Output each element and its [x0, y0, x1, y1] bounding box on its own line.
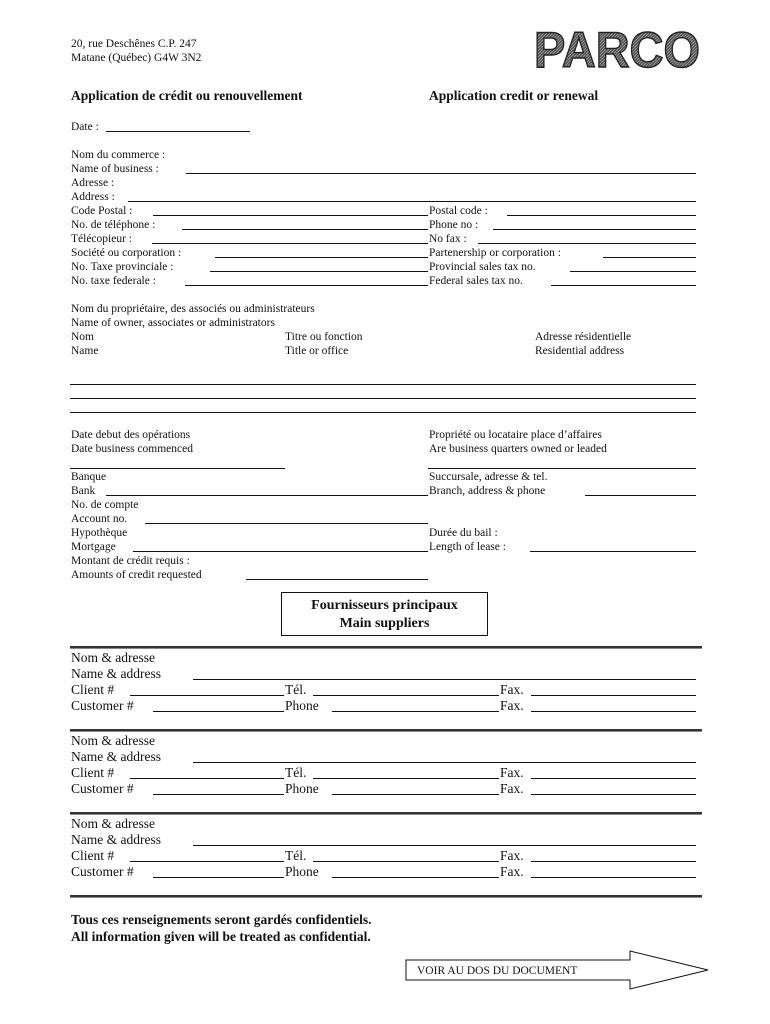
voir-au-dos-arrow[interactable]	[405, 950, 710, 990]
owner-line-1[interactable]	[70, 384, 696, 385]
supplier-2-fax-field[interactable]	[531, 778, 696, 779]
bank-label: Bank	[71, 485, 96, 497]
succursale-label: Succursale, adresse & tel.	[429, 471, 548, 483]
code-postal-field[interactable]	[153, 215, 428, 216]
code-postal-label: Code Postal :	[71, 205, 133, 217]
provincial-tax-field[interactable]	[570, 271, 696, 272]
supplier-2-name-address: Name & address	[71, 749, 161, 764]
logo-wordmark: PARCO	[534, 24, 700, 72]
owners-heading-en: Name of owner, associates or administrators	[71, 317, 275, 329]
owner-line-3[interactable]	[70, 412, 696, 413]
supplier-2-nom-adresse: Nom & adresse	[71, 733, 155, 748]
supplier-1-name-field[interactable]	[193, 679, 696, 680]
main-suppliers-box	[281, 592, 488, 636]
date-commenced-field[interactable]	[70, 468, 285, 469]
title-english: Application credit or renewal	[429, 88, 599, 103]
propriete-label: Propriété ou locataire place d’affaires	[429, 429, 602, 441]
supplier-2-customer: Customer #	[71, 781, 134, 796]
supplier-1-customer: Customer #	[71, 698, 134, 713]
telephone-field[interactable]	[182, 229, 428, 230]
business-name-field[interactable]	[186, 173, 696, 174]
supplier-1-fax-field[interactable]	[531, 695, 696, 696]
telecopieur-label: Télécopieur :	[71, 233, 132, 245]
date-debut-label: Date debut des opérations	[71, 429, 191, 441]
col-adresse: Adresse résidentielle	[535, 331, 632, 343]
suppliers-title-en: Main suppliers	[339, 616, 430, 631]
length-lease-label: Length of lease :	[429, 541, 506, 553]
hypotheque-label: Hypothèque	[71, 527, 128, 539]
supplier-2-fax-2: Fax.	[500, 781, 524, 796]
confidential-en: All information given will be treated as confidential.	[71, 929, 371, 944]
supplier-1-fax-2: Fax.	[500, 698, 524, 713]
supplier-3-tel-field[interactable]	[313, 861, 499, 862]
no-compte-label: No. de compte	[71, 499, 139, 511]
postal-code-label: Postal code :	[429, 205, 488, 217]
supplier-2-tel: Tél.	[285, 765, 307, 780]
mortgage-field[interactable]	[133, 551, 428, 552]
telephone-label: No. de téléphone :	[71, 219, 156, 231]
supplier-1-client: Client #	[71, 682, 115, 697]
provincial-tax-label: Provincial sales tax no.	[429, 261, 536, 273]
date-field[interactable]	[106, 131, 250, 132]
supplier-3-nom-adresse: Nom & adresse	[71, 816, 155, 831]
supplier-3-customer-field[interactable]	[153, 877, 284, 878]
supplier-1-customer-field[interactable]	[153, 711, 284, 712]
phone-field[interactable]	[493, 229, 696, 230]
supplier-2-customer-field[interactable]	[153, 794, 284, 795]
postal-code-field[interactable]	[507, 215, 696, 216]
name-business-label: Name of business :	[71, 163, 159, 175]
voir-au-dos-text: VOIR AU DOS DU DOCUMENT	[417, 965, 578, 977]
federal-tax-field[interactable]	[551, 285, 696, 286]
address-label: Address :	[71, 191, 115, 203]
supplier-3-divider	[70, 812, 702, 815]
supplier-1-tel: Tél.	[285, 682, 307, 697]
date-commenced-label: Date business commenced	[71, 443, 193, 455]
supplier-3-phone-field[interactable]	[332, 877, 499, 878]
mortgage-label: Mortgage	[71, 541, 116, 553]
amounts-credit-field[interactable]	[246, 579, 428, 580]
owners-heading-fr: Nom du propriétaire, des associés ou administrateurs	[71, 303, 315, 315]
supplier-2-client-field[interactable]	[130, 778, 284, 779]
supplier-2-phone: Phone	[285, 781, 319, 796]
account-no-label: Account no.	[71, 513, 128, 525]
supplier-1-fax: Fax.	[500, 682, 524, 697]
nom-commerce-label: Nom du commerce :	[71, 149, 166, 161]
supplier-1-client-field[interactable]	[130, 695, 284, 696]
supplier-1-phone: Phone	[285, 698, 319, 713]
title-french: Application de crédit ou renouvellement	[71, 88, 303, 103]
branch-field[interactable]	[585, 495, 696, 496]
supplier-3-fax: Fax.	[500, 848, 524, 863]
supplier-1-tel-field[interactable]	[313, 695, 499, 696]
montant-credit-label: Montant de crédit requis :	[71, 555, 190, 567]
supplier-3-fax-2: Fax.	[500, 864, 524, 879]
supplier-2-client: Client #	[71, 765, 115, 780]
supplier-2-fax-2-field[interactable]	[531, 794, 696, 795]
federal-tax-label: Federal sales tax no.	[429, 275, 523, 287]
supplier-2-tel-field[interactable]	[313, 778, 499, 779]
supplier-1-name-address: Name & address	[71, 666, 161, 681]
length-lease-field[interactable]	[530, 551, 696, 552]
supplier-3-fax-2-field[interactable]	[531, 877, 696, 878]
supplier-1-nom-adresse: Nom & adresse	[71, 650, 155, 665]
supplier-2-phone-field[interactable]	[332, 794, 499, 795]
societe-field[interactable]	[215, 257, 428, 258]
duree-bail-label: Durée du bail :	[429, 527, 498, 539]
address-field[interactable]	[128, 201, 696, 202]
phone-label: Phone no :	[429, 219, 479, 231]
owned-leased-field[interactable]	[428, 468, 696, 469]
supplier-1-phone-field[interactable]	[332, 711, 499, 712]
supplier-1-divider	[70, 646, 702, 649]
partnership-label: Partenership or corporation :	[429, 247, 561, 259]
partnership-field[interactable]	[603, 257, 696, 258]
taxe-federale-field[interactable]	[185, 285, 428, 286]
supplier-3-customer: Customer #	[71, 864, 134, 879]
supplier-1-fax-2-field[interactable]	[531, 711, 696, 712]
supplier-3-client-field[interactable]	[130, 861, 284, 862]
taxe-provinciale-field[interactable]	[210, 271, 428, 272]
supplier-3-client: Client #	[71, 848, 115, 863]
supplier-2-fax: Fax.	[500, 765, 524, 780]
branch-label: Branch, address & phone	[429, 485, 546, 497]
suppliers-title-fr: Fournisseurs principaux	[311, 598, 458, 613]
col-nom: Nom	[71, 331, 94, 343]
col-name: Name	[71, 345, 99, 357]
taxe-federale-label: No. taxe federale :	[71, 275, 156, 287]
col-address: Residential address	[535, 345, 625, 357]
supplier-2-name-field[interactable]	[193, 762, 696, 763]
bank-field[interactable]	[106, 495, 428, 496]
confidential-fr: Tous ces renseignements seront gardés confidentiels.	[71, 912, 372, 927]
account-no-field[interactable]	[145, 523, 428, 524]
owned-leased-label: Are business quarters owned or leaded	[429, 443, 607, 455]
supplier-3-tel: Tél.	[285, 848, 307, 863]
suppliers-bottom-divider	[70, 895, 702, 898]
col-title: Title or office	[285, 345, 349, 357]
parco-logo	[532, 24, 702, 72]
societe-label: Société ou corporation :	[71, 247, 182, 259]
address-line-2: Matane (Québec) G4W 3N2	[71, 52, 202, 64]
adresse-label: Adresse :	[71, 177, 115, 189]
fax-field[interactable]	[478, 243, 696, 244]
supplier-2-divider	[70, 729, 702, 732]
owner-line-2[interactable]	[70, 398, 696, 399]
telecopieur-field[interactable]	[152, 243, 428, 244]
address-line-1: 20, rue Deschênes C.P. 247	[71, 38, 197, 50]
date-label: Date :	[71, 121, 99, 133]
supplier-3-name-address: Name & address	[71, 832, 161, 847]
supplier-3-phone: Phone	[285, 864, 319, 879]
banque-label: Banque	[71, 471, 107, 483]
taxe-provinciale-label: No. Taxe provinciale :	[71, 261, 174, 273]
supplier-3-name-field[interactable]	[193, 845, 696, 846]
fax-label: No fax :	[429, 233, 467, 245]
supplier-3-fax-field[interactable]	[531, 861, 696, 862]
amounts-credit-label: Amounts of credit requested	[71, 569, 202, 581]
col-titre: Titre ou fonction	[285, 331, 363, 343]
